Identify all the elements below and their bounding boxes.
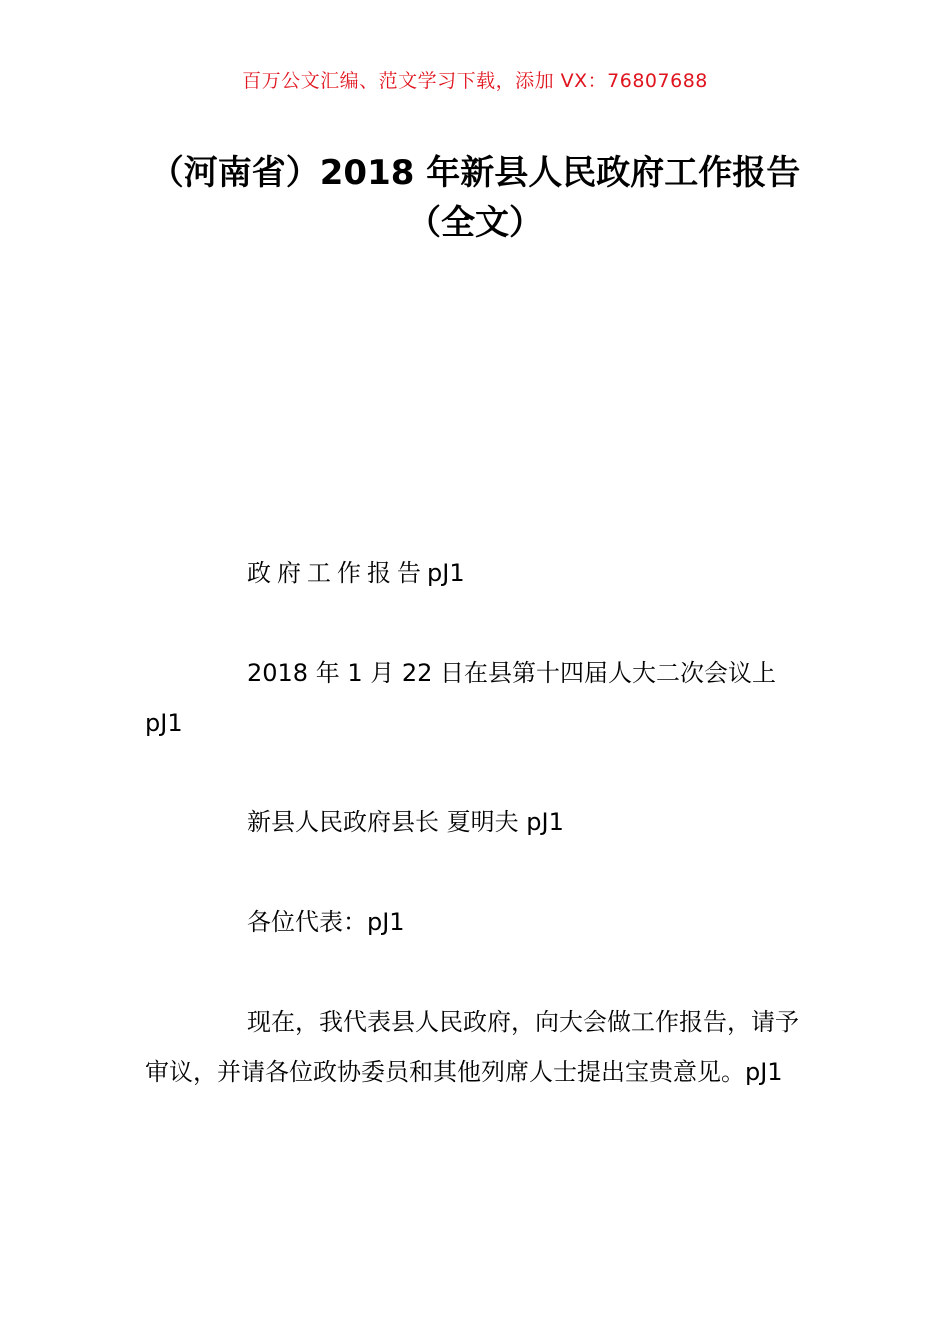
date-line: 2018 年 1 月 22 日在县第十四届人大二次会议上 pJ1 — [145, 659, 777, 737]
author-line: 新县人民政府县长 夏明夫 pJ1 — [247, 808, 564, 836]
report-heading-text: 政府工作报告 — [247, 559, 427, 587]
report-heading — [145, 548, 810, 598]
report-heading-mark: pJ1 — [427, 559, 465, 587]
greeting-line: 各位代表：pJ1 — [247, 908, 405, 936]
document-title: （河南省）2018 年新县人民政府工作报告（全文） — [149, 153, 801, 243]
watermark-header-note: 百万公文汇编、范文学习下载，添加 VX：76807688 — [242, 70, 708, 92]
intro-paragraph: 现在，我代表县人民政府，向大会做工作报告，请予审议，并请各位政协委员和其他列席人士提出宝贵意见。pJ1 — [145, 1008, 799, 1086]
